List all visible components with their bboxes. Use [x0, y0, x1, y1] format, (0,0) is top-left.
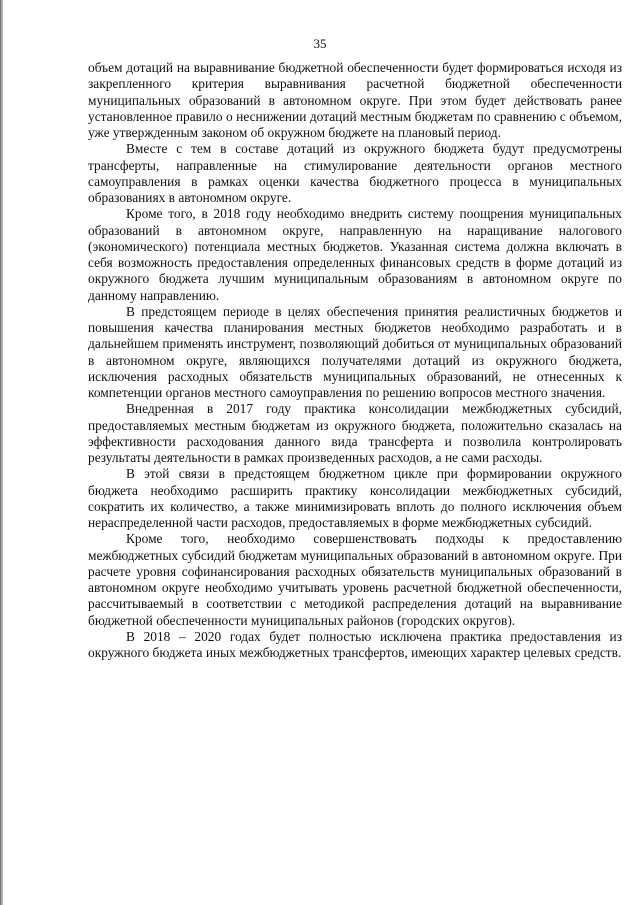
page-number: 35: [313, 36, 327, 51]
paragraph-stimulus-transfers: Вместе с тем в составе дотаций из окружного бюджета будут предусмотрены трансферты, направленные на стимулирование деятельности органов местного самоуправления в рамках оценки качества бюджетного процесса в муниципальных образованиях в автономном округе.: [88, 141, 622, 205]
document-body: [88, 60, 622, 661]
scan-edge: [0, 0, 3, 905]
paragraph-other-transfers: В 2018 – 2020 годах будет полностью исключена практика предоставления из окружного бюджета иных межбюджетных трансфертов, имеющих характер целевых средств.: [88, 628, 622, 660]
paragraph-realistic-budgets: В предстоящем периоде в целях обеспечения принятия реалистичных бюджетов и повышения качества планирования местных бюджетов необходимо разработать и в дальнейшем применять инструмент, позволяющий добиться от муниципальных образований в автономном округе, являющихся получателями дотаций из окружного бюджета, исключения расходных обязательств муниципальных образований, не отнесенных к компетенции органов местного самоуправления по решению вопросов местного значения.: [88, 303, 622, 400]
paragraph-continuation: объем дотаций на выравнивание бюджетной обеспеченности будет формироваться исходя из закрепленного критерия выравнивания расчетной бюджетной обеспеченности муниципальных образований в автономном округе. При этом будет действовать ранее установленное правило о неснижении дотаций местным бюджетам по сравнению с объемом, уже утвержденным законом об окружном бюджете на плановый период.: [88, 60, 622, 140]
paragraph-budget-cycle: В этой связи в предстоящем бюджетном цикле при формировании окружного бюджета необходимо расширить практику консолидации межбюджетных субсидий, сократить их количество, а также минимизировать вплоть до полного исключения объем нераспределенной части расходов, предоставляемых в форме межбюджетных субсидий.: [88, 466, 622, 530]
paragraph-incentive-system: Кроме того, в 2018 году необходимо внедрить систему поощрения муниципальных образований в автономном округе, направленную на наращивание налогового (экономического) потенциала местных бюджетов. Указанная система должна включать в себя возможность предоставления определенных финансовых средств в форме дотаций из окружного бюджета лучшим муниципальным образованиям в автономном округе по данному направлению.: [88, 206, 622, 303]
paragraph-cofinancing: Кроме того, необходимо совершенствовать подходы к предоставлению межбюджетных субсидий бюджетам муниципальных образований в автономном округе. При расчете уровня софинансирования расходных обязательств муниципальных образований в автономном округе необходимо учитывать уровень расчетной бюджетной обеспеченности, рассчитываемый в соответствии с методикой распределения дотаций на выравнивание бюджетной обеспеченности муниципальных районов (городских округов).: [88, 531, 622, 628]
paragraph-subsidy-consolidation: Внедренная в 2017 году практика консолидации межбюджетных субсидий, предоставляемых местным бюджетам из окружного бюджета, положительно сказалась на эффективности расходования данного вида трансферта и позволила контролировать результаты деятельности в рамках произведенных расходов, а не сами расходы.: [88, 401, 622, 465]
